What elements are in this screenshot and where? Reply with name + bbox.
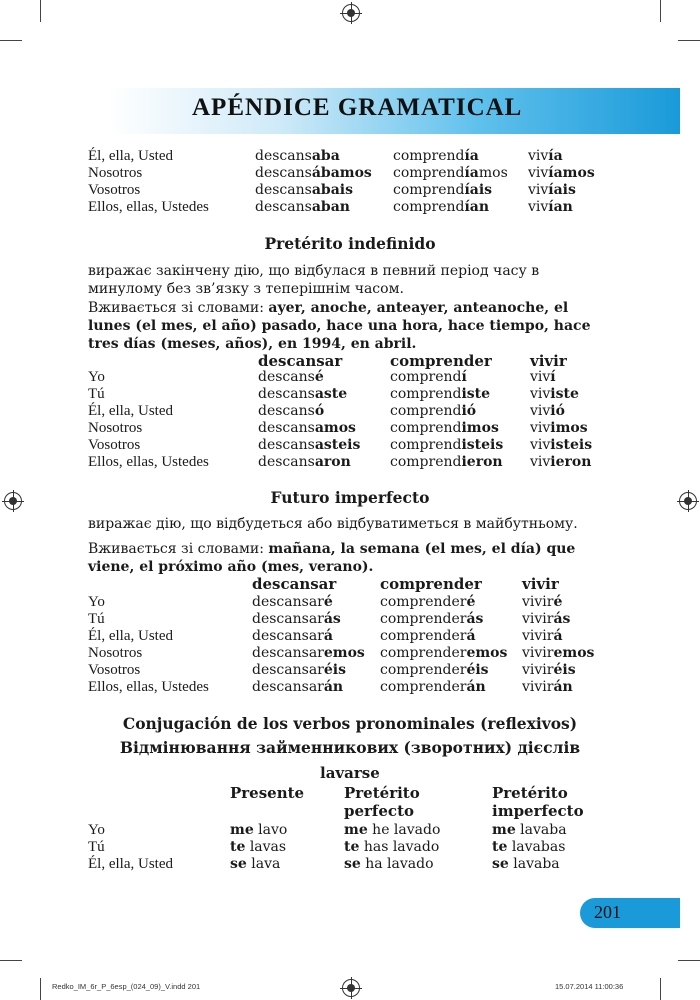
pronoun: Él, ella, Usted (88, 856, 173, 872)
table-row (0, 628, 700, 645)
pronoun: Vosotros (88, 182, 141, 198)
column-header: vivir (530, 352, 567, 370)
conjugation-2: comprendíamos (393, 165, 508, 181)
conjugation-3: vivirán (522, 679, 573, 695)
conjugation-2: te has lavado (344, 839, 440, 855)
conjugation-1: descansaremos (252, 645, 365, 661)
header-preterito-perfecto: Pretérito perfecto (344, 784, 420, 820)
indefinido-description: виражає закінчену дію, що відбулася в певний період часу в минулому без зв’язку з теперішнім часом. (88, 263, 540, 297)
pronoun: Tú (88, 839, 105, 855)
conjugation-1: me lavo (230, 822, 288, 838)
conjugation-1: descansaba (255, 148, 340, 164)
conjugation-2: comprendió (390, 403, 477, 419)
conjugation-3: vivíais (528, 182, 576, 198)
pronoun: Él, ella, Usted (88, 628, 173, 644)
conjugation-3: viviréis (522, 662, 576, 678)
table-row (0, 839, 700, 856)
table-row (0, 165, 700, 182)
title-bar (108, 88, 680, 134)
column-header: comprender (390, 352, 492, 370)
page-number-badge (580, 898, 680, 928)
conjugation-3: viviré (522, 594, 563, 610)
pronoun: Nosotros (88, 645, 143, 661)
column-header: vivir (522, 575, 559, 593)
pronoun: Yo (88, 822, 105, 838)
pronoun: Yo (88, 594, 105, 610)
conjugation-1: descansaréis (252, 662, 346, 678)
conjugation-1: descansabais (255, 182, 353, 198)
pronoun: Vosotros (88, 437, 141, 453)
header-presente: Presente (230, 784, 305, 802)
table-row (0, 679, 700, 696)
pronoun: Nosotros (88, 165, 143, 181)
conjugation-2: se ha lavado (344, 856, 434, 872)
table-row (0, 662, 700, 679)
table-row (0, 199, 700, 216)
column-header: descansar (258, 352, 343, 370)
page-number: 201 (594, 902, 621, 922)
usage-words: mañana, la semana (el mes, el día) que viene, el próximo año (mes, verano). (88, 541, 576, 575)
conjugation-3: vivió (530, 403, 565, 419)
table-row (0, 645, 700, 662)
futuro-usage (88, 540, 610, 576)
table-row (0, 403, 700, 420)
table-row (0, 386, 700, 403)
conjugation-2: comprendían (393, 199, 490, 215)
table-row (0, 822, 700, 839)
conjugation-2: comprendimos (390, 420, 499, 436)
conjugation-1: se lava (230, 856, 281, 872)
table-row (0, 856, 700, 873)
pronoun: Ellos, ellas, Ustedes (88, 199, 209, 215)
table-row (0, 594, 700, 611)
conjugation-2: comprendíais (393, 182, 493, 198)
pronoun: Vosotros (88, 662, 141, 678)
conjugation-2: comprenderá (380, 628, 476, 644)
indefinido-title: Pretérito indefinido (264, 234, 436, 253)
conjugation-1: descansó (258, 403, 325, 419)
table-row (0, 420, 700, 437)
registration-mark-icon (342, 979, 360, 997)
table-row (0, 148, 700, 165)
conjugation-1: descansasteis (258, 437, 361, 453)
futuro-description: виражає дію, що відбудеться або відбуватиметься в майбутньому. (88, 516, 578, 532)
pronoun: Yo (88, 369, 105, 385)
conjugation-1: descansarán (252, 679, 344, 695)
footer-date: 15.07.2014 11:00:36 (555, 982, 624, 991)
conjugation-1: descansábamos (255, 165, 372, 181)
footer-file: Redko_IM_6r_P_6esp_(024_09)_V.indd 201 (52, 982, 201, 991)
conjugation-2: comprenderé (380, 594, 476, 610)
pronominales-title-es: Conjugación de los verbos pronominales (reflexivos) (122, 714, 578, 733)
pronominal-verb: lavarse (320, 764, 380, 782)
table-row (0, 454, 700, 471)
conjugation-3: vivían (528, 199, 573, 215)
usage-words: ayer, anoche, anteayer, anteanoche, el lunes (el mes, el año) pasado, hace una hora, hace tiempo, hace tres días (meses, años), en 1994, en abril. (88, 300, 591, 352)
header-preterito-imperfecto: Pretérito imperfecto (492, 784, 584, 820)
indefinido-usage (88, 299, 610, 353)
conjugation-3: vivía (528, 148, 563, 164)
conjugation-2: me he lavado (344, 822, 441, 838)
pronoun: Él, ella, Usted (88, 148, 173, 164)
column-header: descansar (252, 575, 337, 593)
conjugation-3: vivisteis (530, 437, 593, 453)
conjugation-1: descansará (252, 628, 333, 644)
conjugation-2: comprenderás (380, 611, 484, 627)
pronoun: Ellos, ellas, Ustedes (88, 454, 209, 470)
conjugation-3: se lavaba (492, 856, 560, 872)
conjugation-2: comprenderemos (380, 645, 508, 661)
futuro-title: Futuro imperfecto (270, 488, 430, 507)
usage-prefix: Вживається зі словами: (88, 300, 269, 316)
conjugation-1: descansaron (258, 454, 351, 470)
conjugation-2: comprenderéis (380, 662, 489, 678)
conjugation-2: comprendiste (390, 386, 491, 402)
conjugation-2: comprenderán (380, 679, 486, 695)
conjugation-3: me lavaba (492, 822, 567, 838)
conjugation-2: comprendía (393, 148, 479, 164)
conjugation-2: comprendisteis (390, 437, 504, 453)
conjugation-3: viviste (530, 386, 579, 402)
table-row (0, 182, 700, 199)
conjugation-1: descansaban (255, 199, 350, 215)
conjugation-3: vivirá (522, 628, 563, 644)
pronominales-title-uk: Відмінювання займенникових (зворотних) дієслів (119, 738, 581, 757)
conjugation-1: te lavas (230, 839, 287, 855)
conjugation-1: descansaste (258, 386, 348, 402)
pronoun: Él, ella, Usted (88, 403, 173, 419)
usage-prefix: Вживається зі словами: (88, 541, 269, 557)
conjugation-1: descansamos (258, 420, 356, 436)
conjugation-1: descansaré (252, 594, 333, 610)
conjugation-3: viviremos (522, 645, 595, 661)
registration-mark-icon (342, 4, 360, 22)
pronoun: Nosotros (88, 420, 143, 436)
conjugation-2: comprendieron (390, 454, 503, 470)
conjugation-3: vivirás (522, 611, 571, 627)
pronoun: Tú (88, 386, 105, 402)
conjugation-3: vivíamos (528, 165, 595, 181)
conjugation-1: descansarás (252, 611, 341, 627)
conjugation-3: vivimos (530, 420, 588, 436)
conjugation-2: comprendí (390, 369, 467, 385)
conjugation-1: descansé (258, 369, 324, 385)
page-title: APÉNDICE GRAMATICAL (192, 94, 523, 121)
table-row (0, 611, 700, 628)
pronoun: Tú (88, 611, 105, 627)
conjugation-3: vivieron (530, 454, 592, 470)
table-row (0, 369, 700, 386)
conjugation-3: viví (530, 369, 556, 385)
table-row (0, 437, 700, 454)
column-header: comprender (380, 575, 482, 593)
pronoun: Ellos, ellas, Ustedes (88, 679, 209, 695)
conjugation-3: te lavabas (492, 839, 566, 855)
